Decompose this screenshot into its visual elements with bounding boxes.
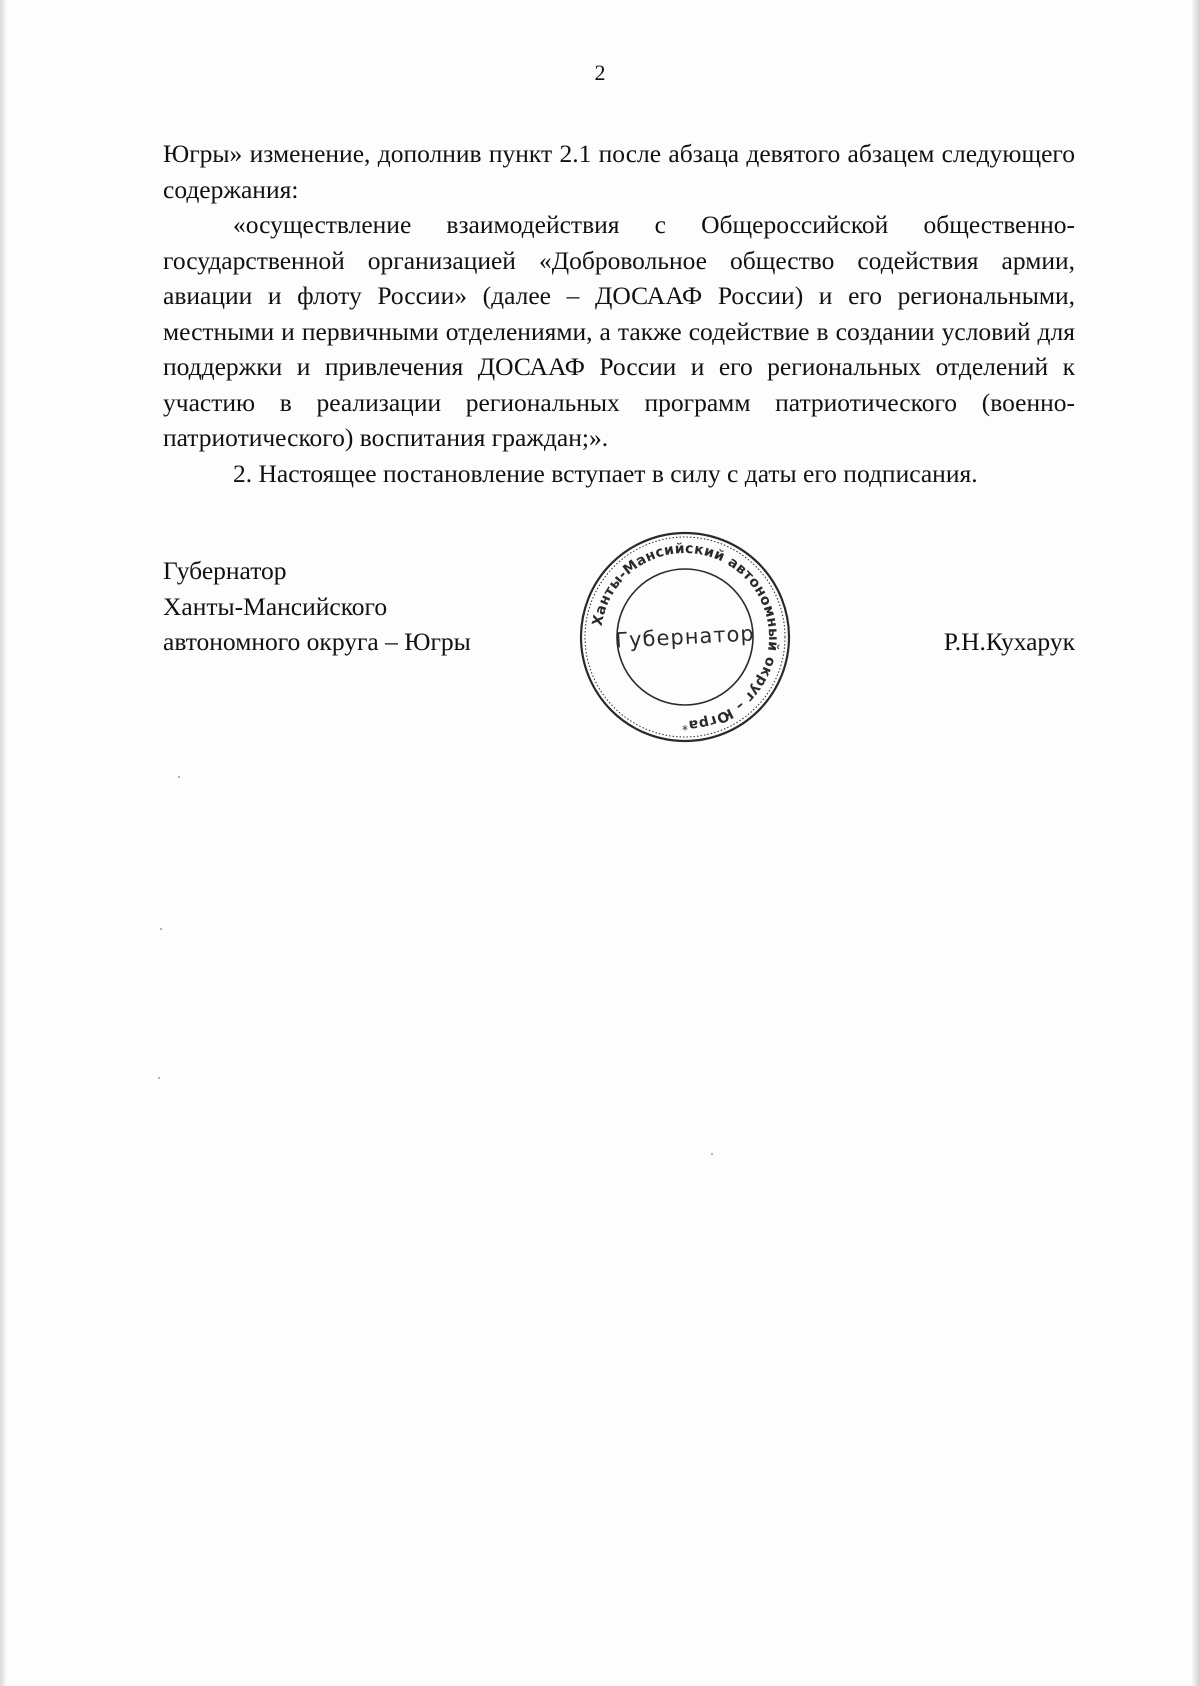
page-number: 2: [594, 60, 606, 85]
signature-position: [163, 553, 471, 660]
scan-speck: [160, 928, 162, 930]
seal-graphic: [578, 530, 792, 744]
seal-center-text: Губернатор: [614, 621, 756, 653]
official-seal: [578, 530, 792, 744]
scan-edge-right: [1192, 0, 1200, 1686]
paragraph-effective-date: 2. Настоящее постановление вступает в силу с даты его подписания.: [233, 458, 978, 488]
signature-position-line: автономного округа – Югры: [163, 627, 471, 656]
signature-position-line: Ханты-Мансийского: [163, 591, 388, 621]
paragraph-continuation: Югры» изменение, дополнив пункт 2.1 после абзаца девятого абзацем следующего содержания:: [163, 139, 1075, 204]
scan-speck: [711, 1153, 713, 1155]
seal-bottom-mark: *: [682, 723, 688, 737]
document-body: [163, 136, 1075, 491]
scan-speck: [178, 776, 180, 778]
scan-speck: [158, 1077, 160, 1079]
scan-edge-left: [0, 0, 6, 1686]
signature-position-line: Губернатор: [163, 556, 287, 585]
signer-name: Р.Н.Кухарук: [943, 627, 1075, 656]
seal-ring-text-path: Ханты-Мансийский автономный округ – Югра: [589, 540, 782, 734]
paragraph-quoted-addition: «осуществление взаимодействия с Общероссийской общественно-государственной организацией «Добровольное общество содействия армии, авиации и флоту России» (далее – ДОСААФ России) и его региональными, местными и первичными отделениями, а также содействие в создании условий для поддержки и привлечения ДОСААФ России и его региональных отделений к участию в реализации региональных программ патриотического (военно-патриотического) воспитания граждан;».: [163, 210, 1075, 452]
